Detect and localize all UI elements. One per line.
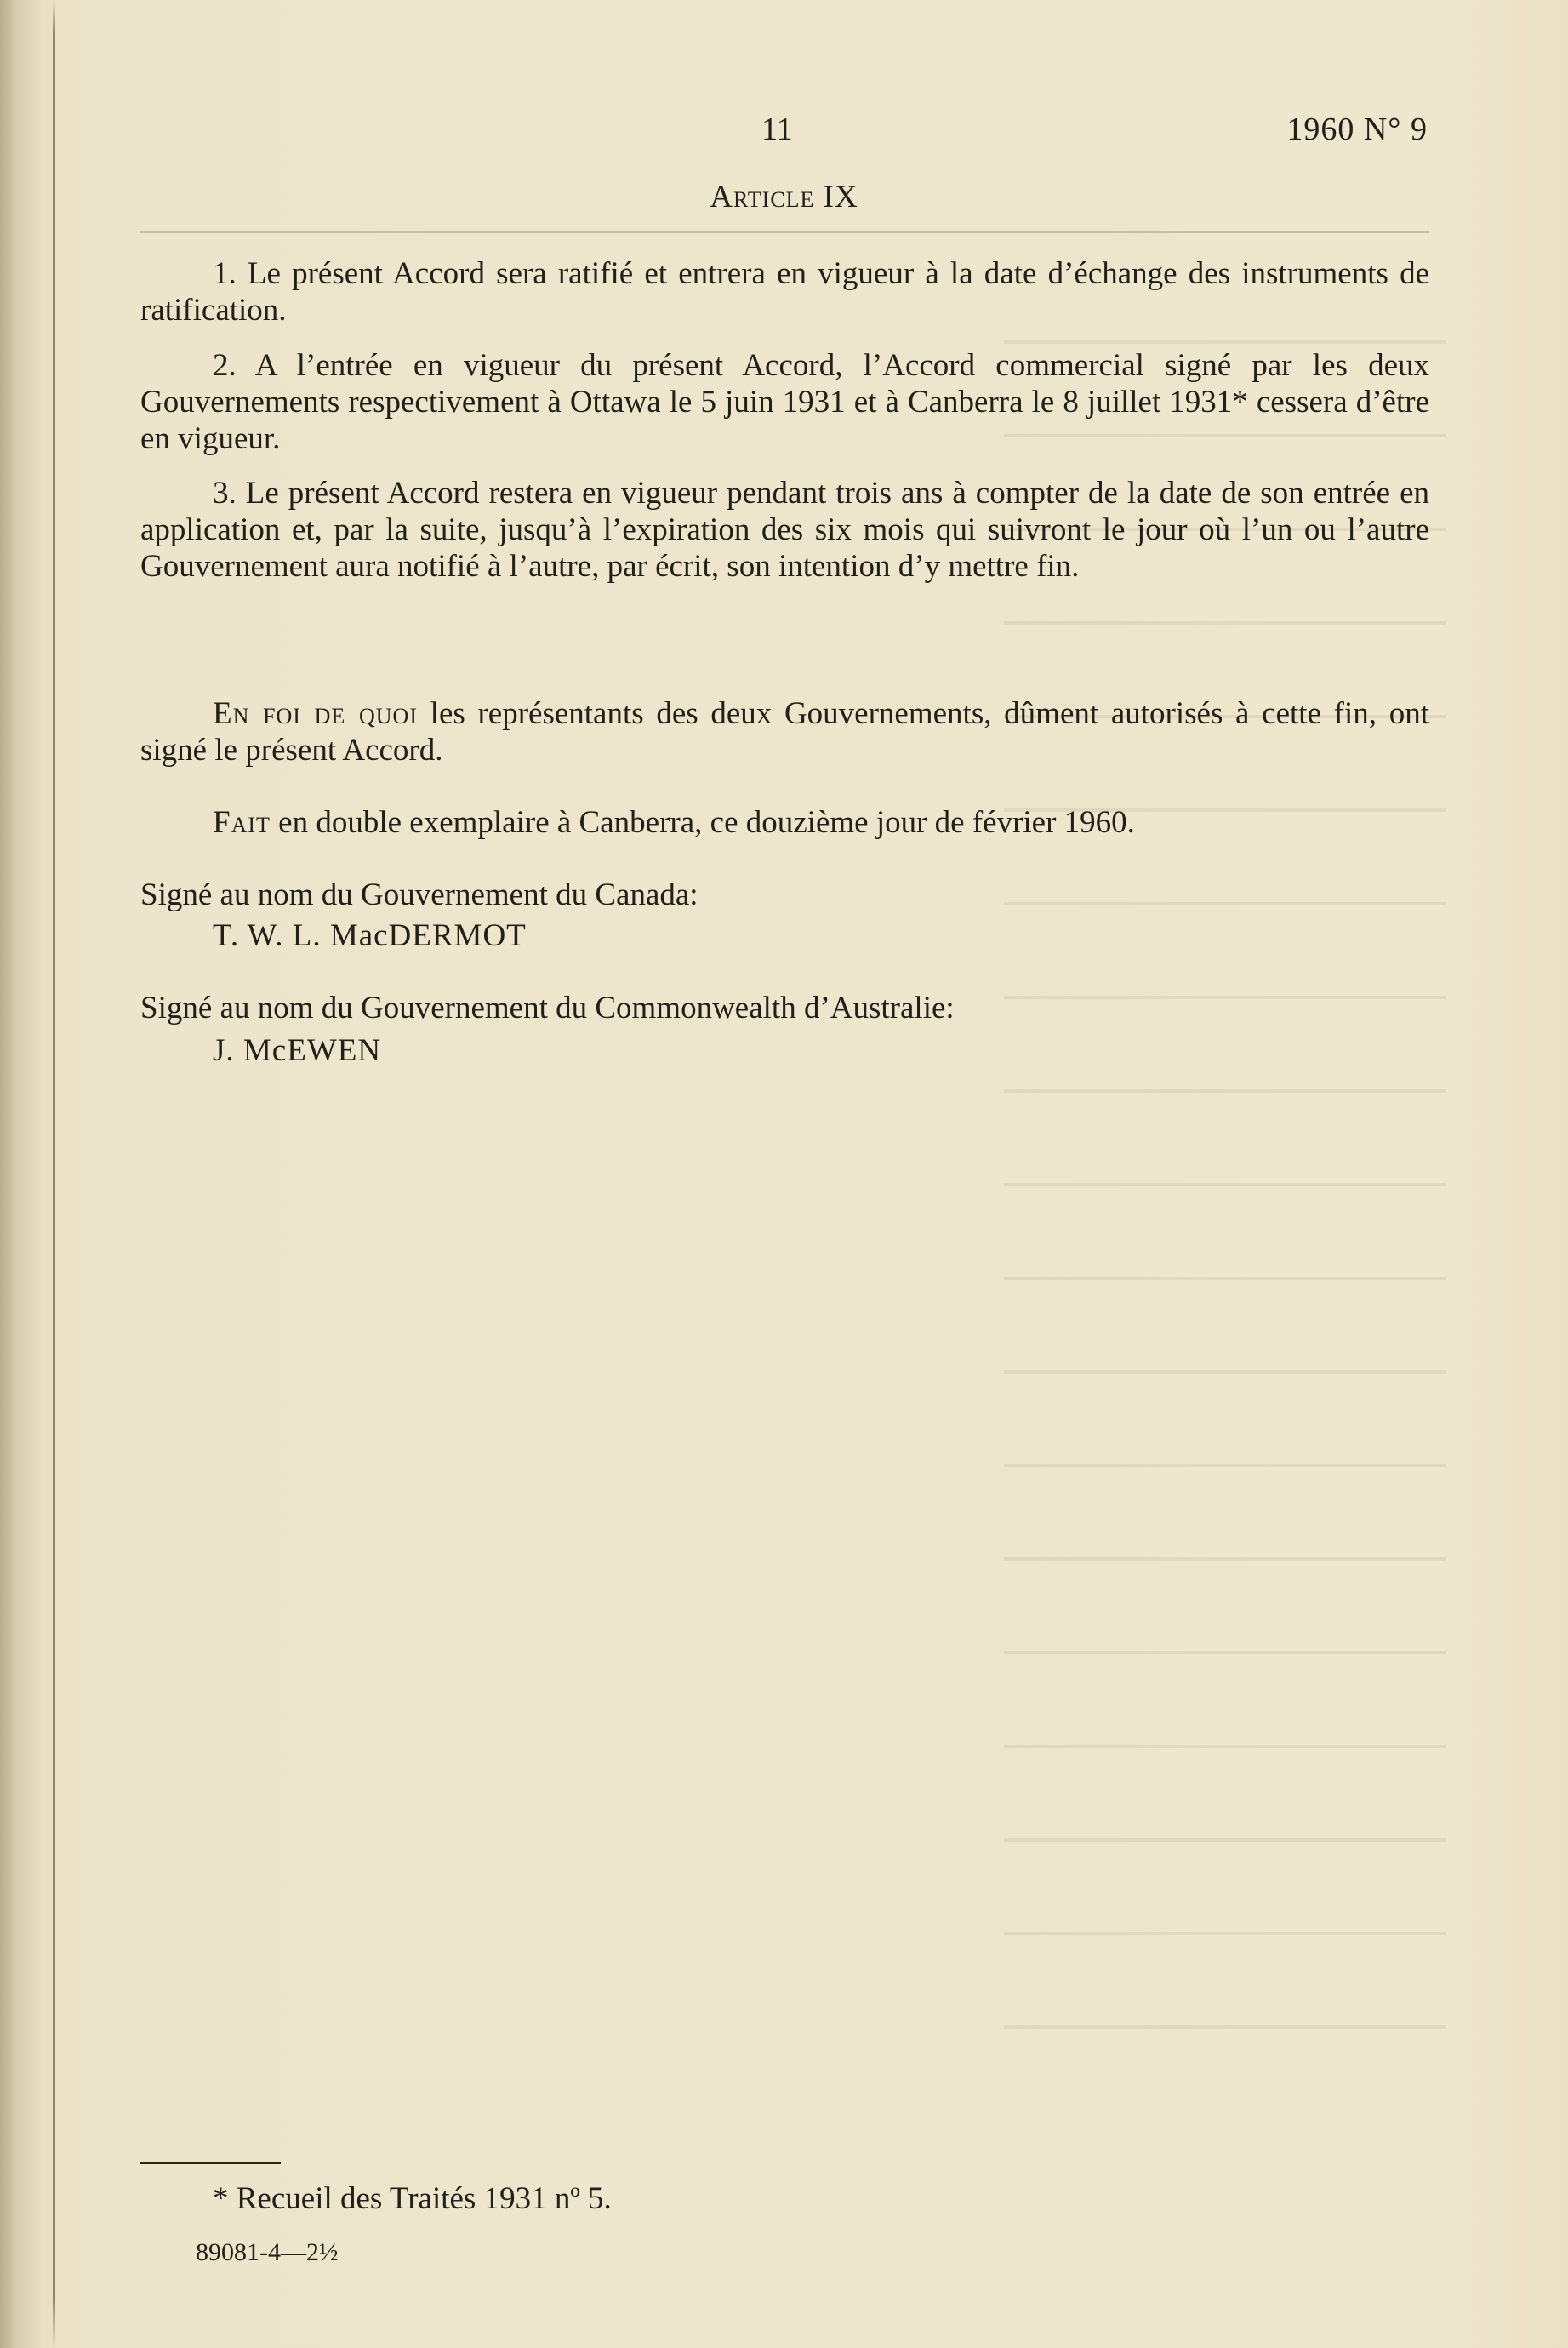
paragraph-text: 1. Le présent Accord sera ratifié et entrera en vigueur à la date d’échange des instruments de ratification.	[140, 256, 1429, 328]
binding-edge	[53, 0, 55, 2348]
footnote-rule	[140, 2162, 281, 2164]
article-paragraph-2	[140, 347, 1429, 457]
done-lead: Fait	[213, 805, 271, 840]
article-paragraph-3	[140, 475, 1429, 585]
done-text: en double exemplaire à Canberra, ce douzième jour de février 1960.	[270, 805, 1135, 840]
done-clause	[140, 804, 1429, 841]
article-paragraph-1	[140, 255, 1429, 328]
printer-code: 89081-4—2½	[196, 2238, 339, 2266]
signature-name-canada: T. W. L. MacDERMOT	[213, 918, 527, 953]
header-rule	[140, 231, 1429, 233]
signature-label-australia: Signé au nom du Gouvernement du Commonwealth d’Australie:	[140, 991, 955, 1025]
witness-text: les représentants des deux Gouvernements, dûment autorisés à cette fin, ont signé le présent Accord.	[140, 696, 1429, 768]
page-header	[0, 111, 1568, 162]
document-reference: 1960 N° 9	[1286, 111, 1428, 147]
footnote: * Recueil des Traités 1931 nº 5.	[213, 2181, 612, 2216]
signature-label-canada: Signé au nom du Gouvernement du Canada:	[140, 877, 698, 912]
witness-lead: En foi de quoi	[213, 696, 418, 731]
paragraph-text: 3. Le présent Accord restera en vigueur pendant trois ans à compter de la date de son entrée en application et, par la suite, jusqu’à l’expiration des six mois qui suivront le jour où l’un ou l’autre Gouvernement aura notifié à l’autre, par écrit, son intention d’y mettre fin.	[140, 476, 1429, 584]
signature-name-australia: J. McEWEN	[213, 1033, 382, 1068]
paragraph-text: 2. A l’entrée en vigueur du présent Accord, l’Accord commercial signé par les deux Gouvernements respectivement à Ottawa le 5 juin 1931 et à Canberra le 8 juillet 1931* cessera d’être en vigueur.	[140, 348, 1429, 456]
page-number: 11	[761, 111, 793, 147]
witness-clause	[140, 695, 1429, 768]
article-title: Article IX	[710, 180, 858, 214]
